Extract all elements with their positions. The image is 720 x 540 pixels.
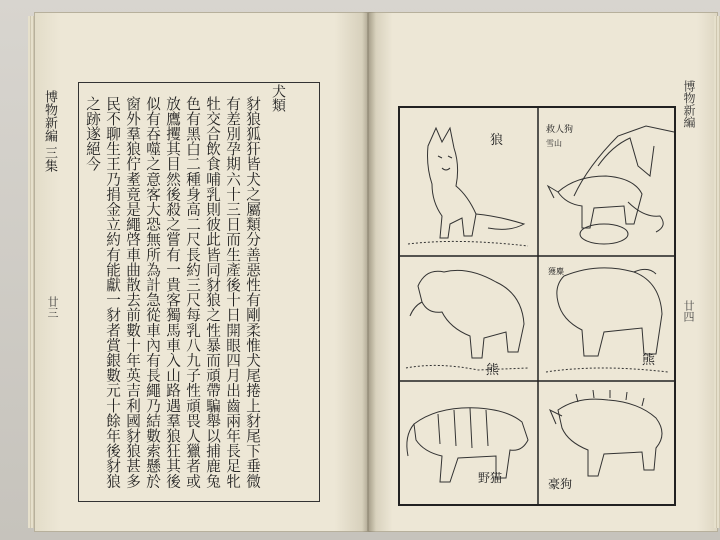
body-text: 豺狼狐犴皆犬之屬類分善惡性有剛柔惟犬尾捲上豺尾下垂微有差別孕期六十三日而生產後十日開眼四月出齒兩年長足牝牡交合飲食哺乳則彼此皆同豺狼之性暴而頑帶騙舉以捕鹿兔色有黑白二種身高二尺長約三尺每乳八九子性頑畏人獵者或放鷹攫其目然後殺之嘗有一貴客獨馬車入山路遇羣狼狂其後似有吞噬之意客大恐無所為計急從車內有長繩乃結數索懸於窗外羣狼佇耊竟是繩啓車曲散去前數十年英吉利國豺狼甚多民不聊生王乃捐金立約有能獻一豺者賞銀數元十餘年後豺狼之跡遂絕今: [84, 96, 261, 489]
right-page-number: 廿四: [682, 300, 695, 322]
wild-cat-drawing: [407, 408, 528, 482]
plate-frame: [399, 107, 675, 505]
book-gutter: [362, 12, 376, 532]
rescue-dog-drawing: [548, 126, 674, 244]
panel-caption-bear-2: 熊: [642, 353, 656, 368]
wolf-drawing: [408, 128, 528, 246]
section-heading: 犬類: [270, 84, 286, 112]
porcupine-dog-drawing: [550, 390, 662, 476]
bear-drawing: [406, 270, 528, 370]
panel-caption-wild-cat: 野猫: [478, 471, 503, 485]
page-stack-right: [714, 16, 720, 528]
panel-subcaption-snow-mountain: 雪山: [546, 139, 562, 148]
panel-caption-porcupine-dog: 豪狗: [548, 477, 573, 491]
left-page-number: 廿三: [46, 296, 59, 318]
panel-caption-bear: 熊: [486, 363, 500, 378]
left-spine-title: 博物新編 三集: [42, 90, 57, 173]
illustration-plate: [398, 106, 676, 506]
panel-caption-rescue-dog: 救人狗: [546, 125, 574, 135]
panel-subcaption-deer: 獲麋: [548, 267, 564, 276]
right-spine-title: 博物新編: [682, 80, 696, 128]
panel-caption-wolf: 狼: [490, 133, 504, 148]
